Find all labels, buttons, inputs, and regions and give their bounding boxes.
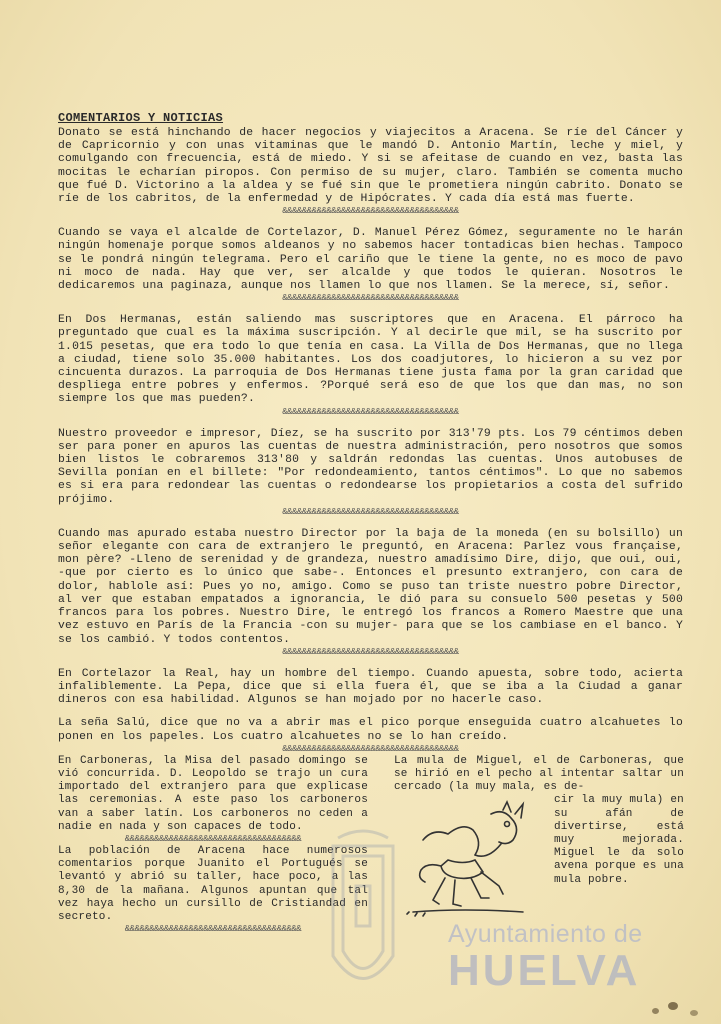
separator: &&&&&&&&&&&&&&&&&&&&&&&&&&&&&&&&&&&& (282, 646, 459, 657)
watermark-line1: Ayuntamiento de (448, 920, 643, 948)
ink-stain (690, 1010, 698, 1016)
separator: &&&&&&&&&&&&&&&&&&&&&&&&&&&&&&&&&&&& (124, 924, 302, 935)
ink-stain (652, 1008, 659, 1014)
separator: &&&&&&&&&&&&&&&&&&&&&&&&&&&&&&&&&&&& (124, 833, 302, 844)
paragraph-juanito: La población de Aracena hace numerosos comentarios porque Juanito el Portugués se levantó y abrió su taller, hace poco, a las 8,30 de la mañana. Algunos apuntan que tal vez haya hecho un cursillo de Cristiandad en secreto. (58, 844, 368, 923)
paragraph-mula-top: La mula de Miguel, el de Carboneras, que se hirió en el pecho al intentar saltar un cercado (la muy mala, es de- (394, 754, 684, 794)
paragraph-donato: Donato se está hinchando de hacer negocios y viajecitos a Aracena. Se ríe del Cáncer y de Capricornio y con unas vitaminas que le mandó D. Antonio Martín, leche y miel, y comulgando con frecuencia, está de miedo. Y si se afeitase de cuando en vez, basta las mocitas le echarían piropos. Con permiso de su mujer, claro. También se comenta mucho que fué D. Victorino a la aldea y se fué sin que le prometiera ningún cabrito. Donato se ríe de los cabritos, de la enfermedad y de Hipócrates. Y cada día está mas fuerte. (58, 127, 683, 206)
paragraph-sena-salu: La seña Salú, dice que no va a abrir mas el pico porque enseguida cuatro alcahuetes lo ponen en los papeles. Los cuatro alcahuetes no se lo han creído. (58, 717, 683, 743)
paragraph-carboneras-misa: En Carboneras, la Misa del pasado domingo se vió concurrida. D. Leopoldo se trajo un cura importado del extranjero para que explicase las ceremonias. A este paso los carboneros van a saber latín. Los carboneros no ceden a nadie en nada y son capaces de todo. (58, 754, 368, 833)
paragraph-dos-hermanas: En Dos Hermanas, están saliendo mas suscriptores que en Aracena. El párroco ha preguntado que cual es la máxima suscripción. Y al decirle que mil, se ha suscrito por 1.015 pesetas, que era todo lo que tenía en casa. La Villa de Dos Hermanas, que no llega a ciudad, tiene solo 35.000 habitantes. Los dos coadjutores, lo hicieron a su vez por cincuenta durazos. La parroquia de Dos Hermanas tiene justa fama por la gran caridad que despliega entre pobres y enfermos. ?Porqué será eso de que los que dan mas, no son siempre los que mas pueden?. (58, 314, 683, 406)
coat-of-arms-watermark-icon (318, 826, 408, 1006)
section-heading: COMENTARIOS Y NOTICIAS (58, 111, 224, 125)
separator: &&&&&&&&&&&&&&&&&&&&&&&&&&&&&&&&&&&& (282, 506, 459, 517)
paragraph-alcalde: Cuando se vaya el alcalde de Cortelazor, D. Manuel Pérez Gómez, seguramente no le harán ningún homenaje porque somos aldeanos y no sabemos hacer tontadicas bien hechas. Tampoco se le pondrá ningún telegrama. Pero el cariño que le tiene la gente, no es moco de pavo ni moco de nada. Hay que ver, ser alcalde y que todos le quieran. Nosotros le dedicaremos una paginaza, aunque nos llamen lo que nos llamen. Se la merece, sí, señor. (58, 227, 683, 293)
mule-drawing-icon (403, 800, 553, 920)
paragraph-mula-side: cir la muy mula) en su afán de divertirse, está muy mejorada. Miguel le da solo avena porque es una mula pobre. (554, 794, 684, 886)
separator: &&&&&&&&&&&&&&&&&&&&&&&&&&&&&&&&&&&& (282, 743, 459, 754)
paragraph-impresor: Nuestro proveedor e impresor, Díez, se ha suscrito por 313'79 pts. Los 79 céntimos deben ser para poner en apuros las cuentas de nuestra administración, pero nosotros que somos bien listos le cobraremos 313'80 y saldrán redondas las cuentas. Unos autobuses de Sevilla ponían en el billete: "Por redondeamiento, tantos céntimos". Lo que no sabemos es si era para redondear las cuentas o redondearse los propietarios a costa del sufrido prójimo. (58, 427, 683, 506)
watermark-line2: HUELVA (448, 946, 641, 995)
separator: &&&&&&&&&&&&&&&&&&&&&&&&&&&&&&&&&&&& (282, 406, 459, 417)
paragraph-director: Cuando mas apurado estaba nuestro Director por la baja de la moneda (en su bolsillo) un señor elegante con cara de extranjero le preguntó, en Aracena: Parlez vous française, mon père? -Lleno de serenidad y de grandeza, nuestro amadísimo Dire, dijo, que oui, oui, -que por cierto es lo único que sabe-. Entonces el presunto extranjero, con cara de dolor, hablole así: Pues yo no, amigo. Como se puso tan triste nuestro pobre Director, al ver que estaban empatados a ignorancia, le dió para su consuelo 500 pesetas y 500 francos para los pobres. Nuestro Dire, le entregó los francos a Romero Maestre que una vez estuvo en París de la Francia -con su mujer- para que se los cambiase en el banco. Y se los cambió. Y todos contentos. (58, 527, 683, 646)
ink-stain (668, 1002, 678, 1010)
paragraph-hombre-tiempo: En Cortelazor la Real, hay un hombre del tiempo. Cuando apuesta, sobre todo, acierta infaliblemente. La Pepa, dice que si ella fuera él, que se iba a la Ciudad a ganar dineros con esa habilidad. Algunos se han mojado por no hacerle caso. (58, 667, 683, 707)
separator: &&&&&&&&&&&&&&&&&&&&&&&&&&&&&&&&&&&& (282, 293, 459, 304)
separator: &&&&&&&&&&&&&&&&&&&&&&&&&&&&&&&&&&&& (282, 206, 459, 217)
